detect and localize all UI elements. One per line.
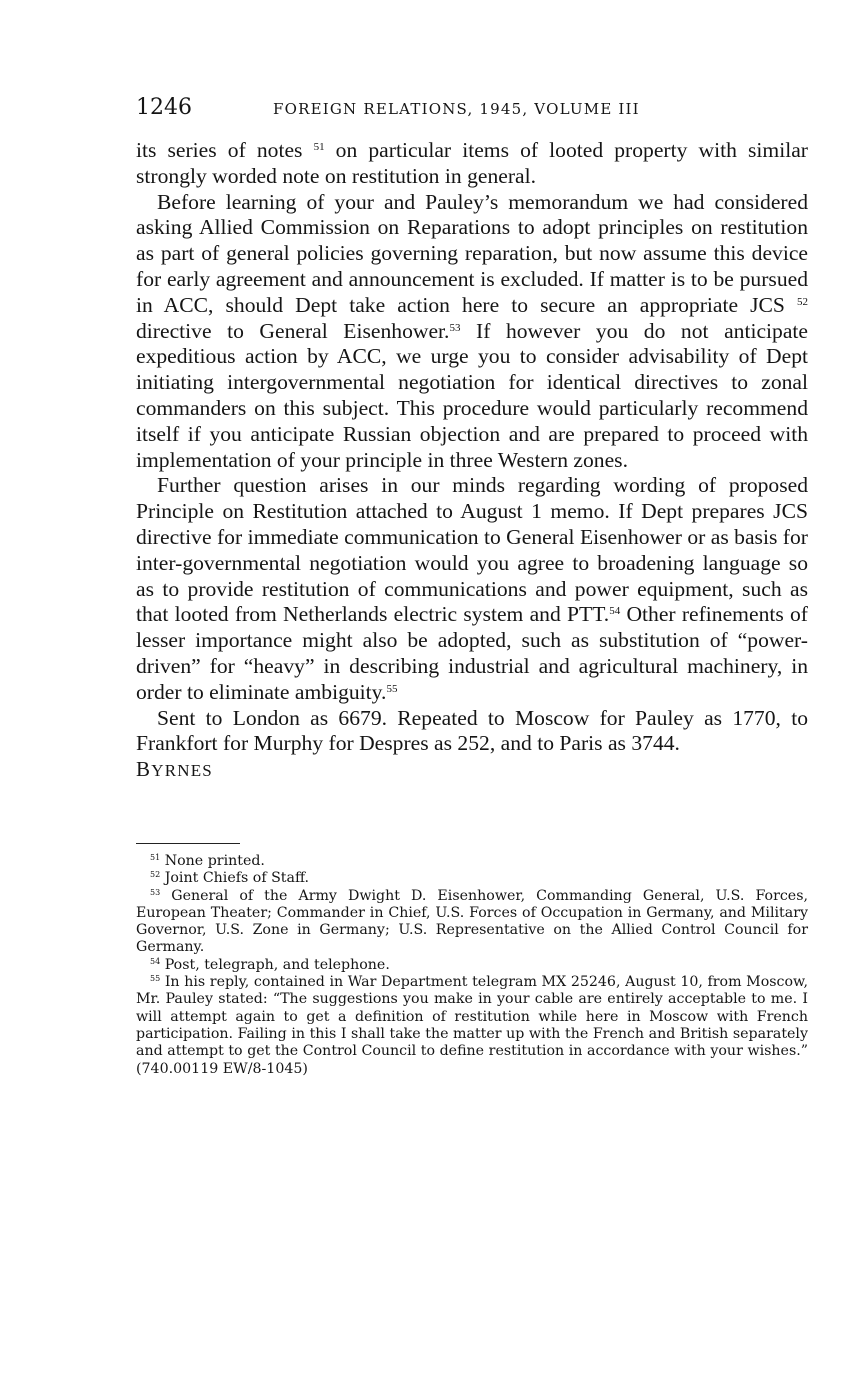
footnote-text: In his reply, contained in War Department telegram MX 25246, August 10, from Moscow, Mr. Pauley stated: “The suggestions you make in your cable are entirely acceptable to me. I will attempt again to get a definition of restitution while here in Moscow with French participation. Failing in this I shall take the matter up with the French and British separately and attempt to get the Control Council to define restitution in accordance with your wishes.” (740.00119 EW/8-1045) — [136, 974, 808, 1077]
footnote-text: None printed. — [164, 853, 265, 869]
paragraph-4: Sent to London as 6679. Repeated to Moscow for Pauley as 1770, to Frankfort for Murphy for Despres as 252, and to Paris as 3744. — [136, 705, 808, 756]
telegram-body — [136, 138, 808, 783]
paragraph-1 — [136, 138, 808, 190]
footnote-52 — [136, 870, 808, 887]
footnote-number: 51 — [150, 853, 161, 862]
paragraph-text: Further question arises in our minds regarding wording of proposed Principle on Restitution attached to August 1 memo. If Dept prepares JCS directive for immediate communication to General Eisenhower or as basis for inter-governmental negotiation would you agree to broadening language so as to provide restitution of communications and power equipment, such as that looted from Netherlands electric system and PTT. — [136, 473, 808, 627]
footnote-ref-53: 53 — [449, 321, 461, 334]
running-header — [136, 94, 808, 122]
footnote-text: Post, telegraph, and telephone. — [164, 956, 390, 973]
footnote-text: Joint Chiefs of Staff. — [164, 870, 310, 887]
footnote-divider — [136, 843, 240, 844]
footnote-text: General of the Army Dwight D. Eisenhower, Commanding General, U.S. Forces, European Theater; Commander in Chief, U.S. Forces of Occupation in Germany, and Military Governor, U.S. Zone in Germany; U.S. Representative on the Allied Control Council for Germany. — [136, 887, 808, 956]
footnote-number: 53 — [150, 887, 161, 897]
paragraph-text: directive to General Eisenhower. — [136, 318, 450, 343]
footnotes — [136, 853, 808, 1078]
footnote-number: 54 — [150, 956, 161, 966]
footnote-54 — [136, 957, 808, 974]
paragraph-3 — [136, 473, 808, 705]
footnote-ref-54: 54 — [609, 605, 621, 618]
paragraph-text: If however you do not anticipate expeditious action by ACC, we urge you to consider advisability of Dept initiating intergovernmental negotiation for identical directives to zonal commanders on this subject. This procedure would particularly recommend itself if you anticipate Russian objection and are prepared to proceed with implementation of your principle in three Western zones. — [136, 318, 809, 472]
footnote-ref-55: 55 — [386, 682, 398, 695]
footnote-55 — [136, 974, 808, 1078]
footnote-ref-52: 52 — [797, 295, 808, 308]
signature-initial: B — [136, 757, 152, 782]
paragraph-2 — [136, 190, 808, 474]
footnote-number: 55 — [150, 974, 161, 984]
footnote-number: 52 — [150, 870, 161, 880]
footnote-53 — [136, 888, 808, 957]
signature — [136, 757, 808, 783]
paragraph-text: Before learning of your and Pauley’s memorandum we had considered asking Allied Commission on Reparations to adopt principles on restitution as part of general policies governing reparation, but now assume this device for early agreement and announcement is excluded. If matter is to be pursued in ACC, should Dept take action here to secure an appropriate JCS — [136, 189, 808, 317]
footnote-51 — [136, 853, 808, 870]
page-number: 1246 — [136, 95, 192, 120]
paragraph-text: on particular items of looted property with similar strongly worded note on restitution in general. — [136, 138, 808, 188]
running-title: FOREIGN RELATIONS, 1945, VOLUME III — [273, 100, 640, 118]
footnote-ref-51: 51 — [313, 141, 325, 153]
paragraph-text: Other refinements of lesser importance might also be adopted, such as substitution of “power-driven” for “heavy” in describing industrial and agricultural machinery, in order to eliminate ambiguity. — [136, 602, 808, 704]
paragraph-text: its series of notes — [136, 138, 303, 162]
signature-rest: YRNES — [151, 761, 213, 781]
